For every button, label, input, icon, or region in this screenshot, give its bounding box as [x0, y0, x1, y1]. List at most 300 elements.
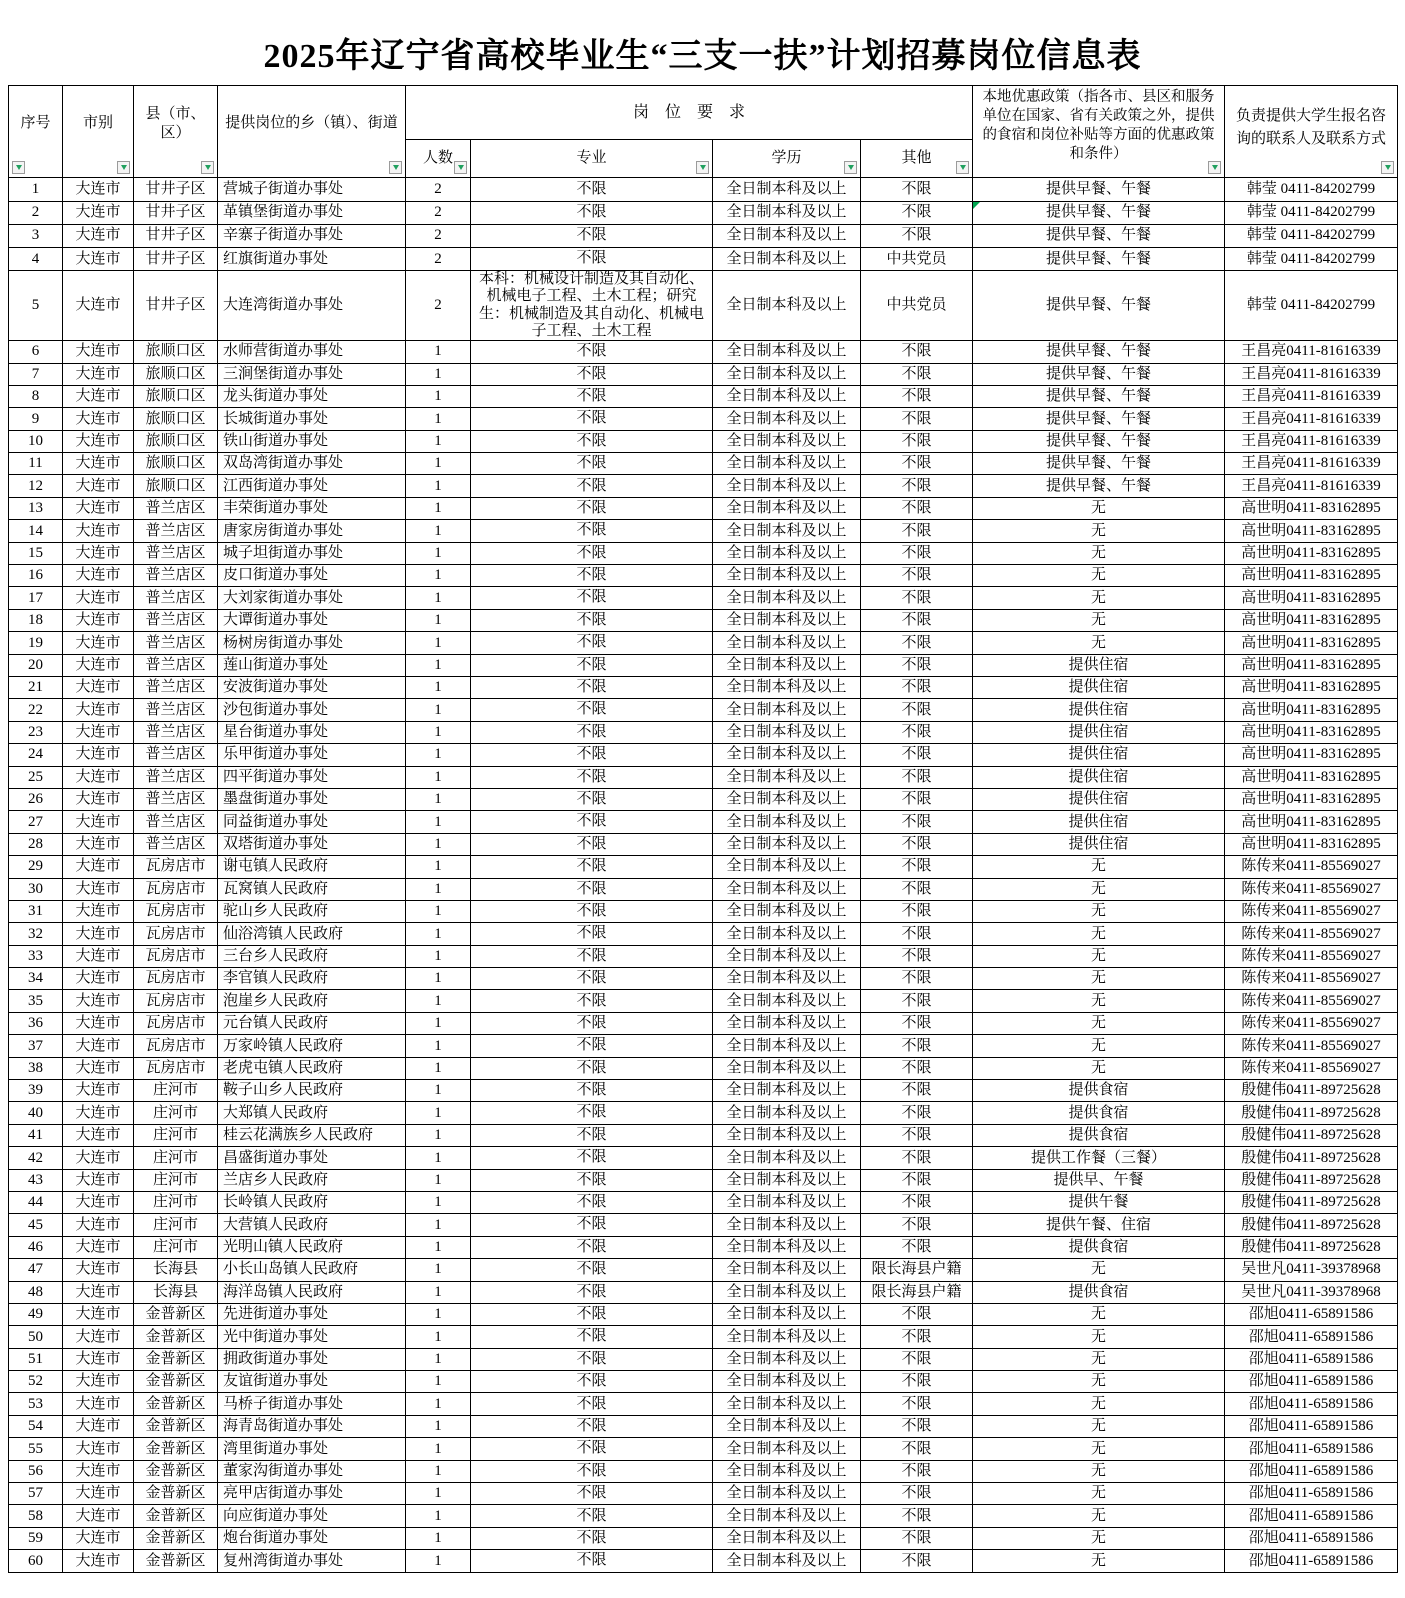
- cell-county[interactable]: 庄河市: [134, 1080, 218, 1102]
- cell-other[interactable]: 不限: [861, 878, 973, 900]
- cell-policy[interactable]: 无: [973, 1415, 1225, 1437]
- cell-education[interactable]: 全日制本科及以上: [713, 363, 861, 385]
- cell-other[interactable]: 不限: [861, 565, 973, 587]
- cell-contact[interactable]: 陈传来0411-85569027: [1225, 945, 1398, 967]
- cell-index[interactable]: 2: [9, 201, 63, 224]
- cell-town[interactable]: 鞍子山乡人民政府: [218, 1080, 406, 1102]
- cell-education[interactable]: 全日制本科及以上: [713, 1460, 861, 1482]
- cell-education[interactable]: 全日制本科及以上: [713, 224, 861, 247]
- cell-index[interactable]: 45: [9, 1214, 63, 1236]
- cell-major[interactable]: 不限: [471, 1191, 713, 1213]
- cell-county[interactable]: 金普新区: [134, 1505, 218, 1527]
- cell-town[interactable]: 湾里街道办事处: [218, 1438, 406, 1460]
- cell-contact[interactable]: 殷健伟0411-89725628: [1225, 1236, 1398, 1258]
- cell-education[interactable]: 全日制本科及以上: [713, 1012, 861, 1034]
- cell-contact[interactable]: 陈传来0411-85569027: [1225, 990, 1398, 1012]
- cell-policy[interactable]: 提供食宿: [973, 1080, 1225, 1102]
- cell-other[interactable]: 不限: [861, 1393, 973, 1415]
- cell-policy[interactable]: 提供午餐、住宿: [973, 1214, 1225, 1236]
- cell-index[interactable]: 13: [9, 497, 63, 519]
- cell-education[interactable]: 全日制本科及以上: [713, 923, 861, 945]
- cell-city[interactable]: 大连市: [63, 856, 134, 878]
- cell-county[interactable]: 瓦房店市: [134, 990, 218, 1012]
- cell-other[interactable]: 不限: [861, 1169, 973, 1191]
- cell-education[interactable]: 全日制本科及以上: [713, 609, 861, 631]
- cell-city[interactable]: 大连市: [63, 1438, 134, 1460]
- cell-index[interactable]: 18: [9, 609, 63, 631]
- cell-education[interactable]: 全日制本科及以上: [713, 1124, 861, 1146]
- cell-index[interactable]: 10: [9, 430, 63, 452]
- cell-education[interactable]: 全日制本科及以上: [713, 497, 861, 519]
- cell-count[interactable]: 1: [406, 542, 471, 564]
- cell-policy[interactable]: 无: [973, 632, 1225, 654]
- cell-policy[interactable]: 提供早餐、午餐: [973, 178, 1225, 201]
- cell-town[interactable]: 龙头街道办事处: [218, 385, 406, 407]
- cell-index[interactable]: 43: [9, 1169, 63, 1191]
- filter-dropdown-icon[interactable]: [12, 161, 25, 174]
- cell-city[interactable]: 大连市: [63, 341, 134, 363]
- cell-contact[interactable]: 陈传来0411-85569027: [1225, 923, 1398, 945]
- cell-major[interactable]: 不限: [471, 385, 713, 407]
- cell-count[interactable]: 1: [406, 766, 471, 788]
- cell-count[interactable]: 1: [406, 1035, 471, 1057]
- cell-major[interactable]: 不限: [471, 945, 713, 967]
- cell-count[interactable]: 1: [406, 1483, 471, 1505]
- cell-city[interactable]: 大连市: [63, 1169, 134, 1191]
- cell-index[interactable]: 35: [9, 990, 63, 1012]
- cell-town[interactable]: 长城街道办事处: [218, 408, 406, 430]
- cell-education[interactable]: 全日制本科及以上: [713, 1438, 861, 1460]
- cell-count[interactable]: 1: [406, 1147, 471, 1169]
- cell-index[interactable]: 16: [9, 565, 63, 587]
- cell-major[interactable]: 不限: [471, 453, 713, 475]
- cell-education[interactable]: 全日制本科及以上: [713, 341, 861, 363]
- cell-count[interactable]: 1: [406, 1460, 471, 1482]
- cell-city[interactable]: 大连市: [63, 1124, 134, 1146]
- cell-county[interactable]: 普兰店区: [134, 497, 218, 519]
- cell-city[interactable]: 大连市: [63, 1236, 134, 1258]
- cell-count[interactable]: 1: [406, 654, 471, 676]
- cell-other[interactable]: 不限: [861, 587, 973, 609]
- cell-other[interactable]: 不限: [861, 833, 973, 855]
- cell-major[interactable]: 不限: [471, 1483, 713, 1505]
- cell-county[interactable]: 普兰店区: [134, 766, 218, 788]
- cell-contact[interactable]: 王昌亮0411-81616339: [1225, 385, 1398, 407]
- cell-town[interactable]: 杨树房街道办事处: [218, 632, 406, 654]
- cell-other[interactable]: 不限: [861, 178, 973, 201]
- cell-policy[interactable]: 提供早餐、午餐: [973, 271, 1225, 341]
- cell-contact[interactable]: 邵旭0411-65891586: [1225, 1527, 1398, 1549]
- cell-major[interactable]: 不限: [471, 900, 713, 922]
- cell-major[interactable]: 不限: [471, 1550, 713, 1572]
- cell-policy[interactable]: 提供早餐、午餐: [973, 475, 1225, 497]
- cell-county[interactable]: 普兰店区: [134, 788, 218, 810]
- cell-town[interactable]: 元台镇人民政府: [218, 1012, 406, 1034]
- cell-other[interactable]: 不限: [861, 788, 973, 810]
- cell-contact[interactable]: 高世明0411-83162895: [1225, 833, 1398, 855]
- cell-policy[interactable]: 无: [973, 900, 1225, 922]
- cell-index[interactable]: 54: [9, 1415, 63, 1437]
- cell-education[interactable]: 全日制本科及以上: [713, 1281, 861, 1303]
- cell-city[interactable]: 大连市: [63, 1326, 134, 1348]
- cell-other[interactable]: 不限: [861, 900, 973, 922]
- cell-other[interactable]: 不限: [861, 766, 973, 788]
- cell-count[interactable]: 1: [406, 1080, 471, 1102]
- cell-city[interactable]: 大连市: [63, 475, 134, 497]
- cell-policy[interactable]: 提供住宿: [973, 699, 1225, 721]
- cell-contact[interactable]: 陈传来0411-85569027: [1225, 1035, 1398, 1057]
- cell-town[interactable]: 泡崖乡人民政府: [218, 990, 406, 1012]
- cell-other[interactable]: 不限: [861, 1124, 973, 1146]
- cell-education[interactable]: 全日制本科及以上: [713, 654, 861, 676]
- cell-index[interactable]: 57: [9, 1483, 63, 1505]
- cell-town[interactable]: 大连湾街道办事处: [218, 271, 406, 341]
- cell-other[interactable]: 不限: [861, 811, 973, 833]
- cell-count[interactable]: 1: [406, 497, 471, 519]
- cell-county[interactable]: 金普新区: [134, 1415, 218, 1437]
- cell-count[interactable]: 1: [406, 811, 471, 833]
- cell-policy[interactable]: 无: [973, 1550, 1225, 1572]
- cell-policy[interactable]: 无: [973, 1057, 1225, 1079]
- cell-contact[interactable]: 高世明0411-83162895: [1225, 788, 1398, 810]
- cell-town[interactable]: 向应街道办事处: [218, 1505, 406, 1527]
- cell-count[interactable]: 1: [406, 1191, 471, 1213]
- cell-major[interactable]: 不限: [471, 363, 713, 385]
- cell-contact[interactable]: 高世明0411-83162895: [1225, 811, 1398, 833]
- cell-other[interactable]: 不限: [861, 1102, 973, 1124]
- cell-policy[interactable]: 无: [973, 1393, 1225, 1415]
- cell-policy[interactable]: 无: [973, 565, 1225, 587]
- cell-county[interactable]: 普兰店区: [134, 699, 218, 721]
- cell-contact[interactable]: 高世明0411-83162895: [1225, 542, 1398, 564]
- cell-other[interactable]: 不限: [861, 945, 973, 967]
- cell-city[interactable]: 大连市: [63, 430, 134, 452]
- cell-education[interactable]: 全日制本科及以上: [713, 699, 861, 721]
- cell-county[interactable]: 旅顺口区: [134, 408, 218, 430]
- cell-county[interactable]: 普兰店区: [134, 833, 218, 855]
- cell-town[interactable]: 大谭街道办事处: [218, 609, 406, 631]
- cell-contact[interactable]: 殷健伟0411-89725628: [1225, 1214, 1398, 1236]
- cell-index[interactable]: 26: [9, 788, 63, 810]
- cell-education[interactable]: 全日制本科及以上: [713, 1371, 861, 1393]
- cell-index[interactable]: 14: [9, 520, 63, 542]
- cell-town[interactable]: 兰店乡人民政府: [218, 1169, 406, 1191]
- cell-county[interactable]: 金普新区: [134, 1303, 218, 1325]
- cell-town[interactable]: 革镇堡街道办事处: [218, 201, 406, 224]
- cell-contact[interactable]: 高世明0411-83162895: [1225, 676, 1398, 698]
- cell-county[interactable]: 金普新区: [134, 1460, 218, 1482]
- cell-county[interactable]: 金普新区: [134, 1326, 218, 1348]
- cell-count[interactable]: 1: [406, 1527, 471, 1549]
- cell-town[interactable]: 光明山镇人民政府: [218, 1236, 406, 1258]
- cell-count[interactable]: 1: [406, 1371, 471, 1393]
- cell-contact[interactable]: 陈传来0411-85569027: [1225, 1012, 1398, 1034]
- cell-count[interactable]: 1: [406, 430, 471, 452]
- cell-policy[interactable]: 无: [973, 587, 1225, 609]
- cell-town[interactable]: 亮甲店街道办事处: [218, 1483, 406, 1505]
- cell-count[interactable]: 2: [406, 247, 471, 270]
- cell-other[interactable]: 不限: [861, 1191, 973, 1213]
- cell-policy[interactable]: 无: [973, 1348, 1225, 1370]
- cell-contact[interactable]: 高世明0411-83162895: [1225, 587, 1398, 609]
- cell-count[interactable]: 1: [406, 1348, 471, 1370]
- cell-major[interactable]: 不限: [471, 1080, 713, 1102]
- cell-city[interactable]: 大连市: [63, 1102, 134, 1124]
- cell-education[interactable]: 全日制本科及以上: [713, 1236, 861, 1258]
- cell-policy[interactable]: 提供早餐、午餐: [973, 224, 1225, 247]
- cell-county[interactable]: 瓦房店市: [134, 900, 218, 922]
- cell-other[interactable]: 不限: [861, 1550, 973, 1572]
- cell-contact[interactable]: 陈传来0411-85569027: [1225, 878, 1398, 900]
- cell-major[interactable]: 不限: [471, 990, 713, 1012]
- cell-county[interactable]: 瓦房店市: [134, 1012, 218, 1034]
- cell-county[interactable]: 庄河市: [134, 1102, 218, 1124]
- cell-town[interactable]: 谢屯镇人民政府: [218, 856, 406, 878]
- cell-major[interactable]: 不限: [471, 1281, 713, 1303]
- cell-town[interactable]: 唐家房街道办事处: [218, 520, 406, 542]
- cell-index[interactable]: 55: [9, 1438, 63, 1460]
- cell-major[interactable]: 不限: [471, 247, 713, 270]
- cell-county[interactable]: 瓦房店市: [134, 968, 218, 990]
- cell-contact[interactable]: 韩莹 0411-84202799: [1225, 224, 1398, 247]
- cell-city[interactable]: 大连市: [63, 900, 134, 922]
- cell-major[interactable]: 不限: [471, 497, 713, 519]
- cell-town[interactable]: 水师营街道办事处: [218, 341, 406, 363]
- cell-county[interactable]: 普兰店区: [134, 542, 218, 564]
- cell-town[interactable]: 炮台街道办事处: [218, 1527, 406, 1549]
- cell-other[interactable]: 限长海县户籍: [861, 1259, 973, 1281]
- cell-education[interactable]: 全日制本科及以上: [713, 1527, 861, 1549]
- cell-index[interactable]: 21: [9, 676, 63, 698]
- cell-contact[interactable]: 王昌亮0411-81616339: [1225, 341, 1398, 363]
- cell-policy[interactable]: 无: [973, 1438, 1225, 1460]
- cell-town[interactable]: 辛寨子街道办事处: [218, 224, 406, 247]
- cell-education[interactable]: 全日制本科及以上: [713, 453, 861, 475]
- cell-education[interactable]: 全日制本科及以上: [713, 1147, 861, 1169]
- cell-education[interactable]: 全日制本科及以上: [713, 1415, 861, 1437]
- cell-county[interactable]: 甘井子区: [134, 247, 218, 270]
- filter-dropdown-icon[interactable]: [1381, 161, 1394, 174]
- cell-town[interactable]: 昌盛街道办事处: [218, 1147, 406, 1169]
- cell-major[interactable]: 不限: [471, 542, 713, 564]
- cell-index[interactable]: 24: [9, 744, 63, 766]
- cell-policy[interactable]: 提供食宿: [973, 1124, 1225, 1146]
- cell-town[interactable]: 双岛湾街道办事处: [218, 453, 406, 475]
- cell-policy[interactable]: 提供早、午餐: [973, 1169, 1225, 1191]
- cell-policy[interactable]: 提供早餐、午餐: [973, 453, 1225, 475]
- col-header-town[interactable]: [218, 86, 406, 178]
- cell-city[interactable]: 大连市: [63, 1505, 134, 1527]
- cell-city[interactable]: 大连市: [63, 699, 134, 721]
- cell-count[interactable]: 1: [406, 990, 471, 1012]
- col-header-county[interactable]: [134, 86, 218, 178]
- cell-county[interactable]: 长海县: [134, 1259, 218, 1281]
- cell-contact[interactable]: 邵旭0411-65891586: [1225, 1348, 1398, 1370]
- cell-city[interactable]: 大连市: [63, 766, 134, 788]
- cell-city[interactable]: 大连市: [63, 1035, 134, 1057]
- cell-county[interactable]: 庄河市: [134, 1169, 218, 1191]
- cell-index[interactable]: 17: [9, 587, 63, 609]
- cell-index[interactable]: 52: [9, 1371, 63, 1393]
- cell-town[interactable]: 驼山乡人民政府: [218, 900, 406, 922]
- cell-contact[interactable]: 高世明0411-83162895: [1225, 654, 1398, 676]
- cell-education[interactable]: 全日制本科及以上: [713, 1326, 861, 1348]
- cell-town[interactable]: 四平街道办事处: [218, 766, 406, 788]
- cell-count[interactable]: 1: [406, 609, 471, 631]
- cell-town[interactable]: 海洋岛镇人民政府: [218, 1281, 406, 1303]
- cell-education[interactable]: 全日制本科及以上: [713, 247, 861, 270]
- cell-education[interactable]: 全日制本科及以上: [713, 565, 861, 587]
- cell-other[interactable]: 不限: [861, 1348, 973, 1370]
- cell-major[interactable]: 不限: [471, 632, 713, 654]
- cell-town[interactable]: 复州湾街道办事处: [218, 1550, 406, 1572]
- cell-contact[interactable]: 韩莹 0411-84202799: [1225, 178, 1398, 201]
- cell-count[interactable]: 2: [406, 271, 471, 341]
- filter-dropdown-icon[interactable]: [1208, 161, 1221, 174]
- cell-other[interactable]: 不限: [861, 1035, 973, 1057]
- cell-other[interactable]: 不限: [861, 654, 973, 676]
- cell-count[interactable]: 1: [406, 1550, 471, 1572]
- cell-major[interactable]: 不限: [471, 744, 713, 766]
- cell-count[interactable]: 1: [406, 632, 471, 654]
- cell-policy[interactable]: 提供早餐、午餐: [973, 247, 1225, 270]
- cell-city[interactable]: 大连市: [63, 247, 134, 270]
- cell-major[interactable]: 不限: [471, 1124, 713, 1146]
- cell-count[interactable]: 1: [406, 453, 471, 475]
- cell-count[interactable]: 1: [406, 744, 471, 766]
- cell-index[interactable]: 22: [9, 699, 63, 721]
- cell-other[interactable]: 中共党员: [861, 247, 973, 270]
- col-header-count[interactable]: [406, 140, 471, 178]
- cell-education[interactable]: 全日制本科及以上: [713, 833, 861, 855]
- cell-index[interactable]: 11: [9, 453, 63, 475]
- cell-city[interactable]: 大连市: [63, 1415, 134, 1437]
- cell-contact[interactable]: 王昌亮0411-81616339: [1225, 453, 1398, 475]
- cell-town[interactable]: 友谊街道办事处: [218, 1371, 406, 1393]
- cell-contact[interactable]: 高世明0411-83162895: [1225, 609, 1398, 631]
- cell-index[interactable]: 23: [9, 721, 63, 743]
- cell-index[interactable]: 40: [9, 1102, 63, 1124]
- cell-count[interactable]: 1: [406, 721, 471, 743]
- cell-city[interactable]: 大连市: [63, 587, 134, 609]
- cell-county[interactable]: 普兰店区: [134, 811, 218, 833]
- cell-city[interactable]: 大连市: [63, 1080, 134, 1102]
- cell-education[interactable]: 全日制本科及以上: [713, 1505, 861, 1527]
- cell-count[interactable]: 1: [406, 1259, 471, 1281]
- cell-other[interactable]: 不限: [861, 201, 973, 224]
- cell-major[interactable]: 不限: [471, 565, 713, 587]
- cell-other[interactable]: 不限: [861, 744, 973, 766]
- cell-policy[interactable]: 提供早餐、午餐: [973, 363, 1225, 385]
- cell-city[interactable]: 大连市: [63, 744, 134, 766]
- cell-policy[interactable]: 无: [973, 1259, 1225, 1281]
- cell-contact[interactable]: 高世明0411-83162895: [1225, 766, 1398, 788]
- cell-policy[interactable]: 无: [973, 609, 1225, 631]
- cell-other[interactable]: 不限: [861, 1460, 973, 1482]
- cell-education[interactable]: 全日制本科及以上: [713, 475, 861, 497]
- cell-policy[interactable]: 提供早餐、午餐: [973, 408, 1225, 430]
- cell-index[interactable]: 37: [9, 1035, 63, 1057]
- cell-contact[interactable]: 韩莹 0411-84202799: [1225, 271, 1398, 341]
- cell-county[interactable]: 庄河市: [134, 1147, 218, 1169]
- cell-policy[interactable]: 无: [973, 945, 1225, 967]
- cell-other[interactable]: 不限: [861, 1415, 973, 1437]
- cell-education[interactable]: 全日制本科及以上: [713, 968, 861, 990]
- cell-contact[interactable]: 高世明0411-83162895: [1225, 721, 1398, 743]
- cell-education[interactable]: 全日制本科及以上: [713, 744, 861, 766]
- cell-index[interactable]: 53: [9, 1393, 63, 1415]
- cell-major[interactable]: 不限: [471, 1147, 713, 1169]
- cell-policy[interactable]: 提供食宿: [973, 1281, 1225, 1303]
- cell-major[interactable]: 不限: [471, 766, 713, 788]
- cell-education[interactable]: 全日制本科及以上: [713, 1035, 861, 1057]
- filter-dropdown-icon[interactable]: [389, 161, 402, 174]
- cell-education[interactable]: 全日制本科及以上: [713, 856, 861, 878]
- cell-policy[interactable]: 无: [973, 1035, 1225, 1057]
- cell-policy[interactable]: 提供住宿: [973, 744, 1225, 766]
- cell-contact[interactable]: 高世明0411-83162895: [1225, 497, 1398, 519]
- cell-county[interactable]: 庄河市: [134, 1124, 218, 1146]
- cell-other[interactable]: 限长海县户籍: [861, 1281, 973, 1303]
- cell-count[interactable]: 1: [406, 856, 471, 878]
- cell-major[interactable]: 不限: [471, 811, 713, 833]
- cell-town[interactable]: 城子坦街道办事处: [218, 542, 406, 564]
- cell-contact[interactable]: 邵旭0411-65891586: [1225, 1326, 1398, 1348]
- cell-contact[interactable]: 邵旭0411-65891586: [1225, 1415, 1398, 1437]
- cell-town[interactable]: 李官镇人民政府: [218, 968, 406, 990]
- cell-major[interactable]: 不限: [471, 833, 713, 855]
- cell-policy[interactable]: 提供早餐、午餐: [973, 385, 1225, 407]
- cell-town[interactable]: 大刘家街道办事处: [218, 587, 406, 609]
- cell-index[interactable]: 7: [9, 363, 63, 385]
- cell-education[interactable]: 全日制本科及以上: [713, 766, 861, 788]
- cell-major[interactable]: 不限: [471, 408, 713, 430]
- cell-other[interactable]: 不限: [861, 408, 973, 430]
- cell-town[interactable]: 万家岭镇人民政府: [218, 1035, 406, 1057]
- cell-major[interactable]: 不限: [471, 1259, 713, 1281]
- cell-other[interactable]: 不限: [861, 609, 973, 631]
- cell-index[interactable]: 48: [9, 1281, 63, 1303]
- cell-major[interactable]: 不限: [471, 923, 713, 945]
- cell-count[interactable]: 1: [406, 1169, 471, 1191]
- cell-count[interactable]: 1: [406, 1393, 471, 1415]
- cell-city[interactable]: 大连市: [63, 811, 134, 833]
- cell-count[interactable]: 1: [406, 1057, 471, 1079]
- cell-city[interactable]: 大连市: [63, 788, 134, 810]
- cell-other[interactable]: 不限: [861, 542, 973, 564]
- cell-major[interactable]: 不限: [471, 609, 713, 631]
- cell-other[interactable]: 不限: [861, 721, 973, 743]
- cell-city[interactable]: 大连市: [63, 1259, 134, 1281]
- cell-contact[interactable]: 陈传来0411-85569027: [1225, 1057, 1398, 1079]
- cell-education[interactable]: 全日制本科及以上: [713, 1080, 861, 1102]
- cell-index[interactable]: 46: [9, 1236, 63, 1258]
- cell-town[interactable]: 墨盘街道办事处: [218, 788, 406, 810]
- cell-other[interactable]: 不限: [861, 385, 973, 407]
- cell-other[interactable]: 不限: [861, 430, 973, 452]
- cell-major[interactable]: 不限: [471, 1393, 713, 1415]
- col-header-city[interactable]: [63, 86, 134, 178]
- cell-education[interactable]: 全日制本科及以上: [713, 945, 861, 967]
- cell-policy[interactable]: 无: [973, 542, 1225, 564]
- cell-county[interactable]: 金普新区: [134, 1550, 218, 1572]
- cell-town[interactable]: 安波街道办事处: [218, 676, 406, 698]
- cell-city[interactable]: 大连市: [63, 654, 134, 676]
- cell-major[interactable]: 不限: [471, 341, 713, 363]
- cell-city[interactable]: 大连市: [63, 968, 134, 990]
- cell-county[interactable]: 旅顺口区: [134, 341, 218, 363]
- cell-index[interactable]: 31: [9, 900, 63, 922]
